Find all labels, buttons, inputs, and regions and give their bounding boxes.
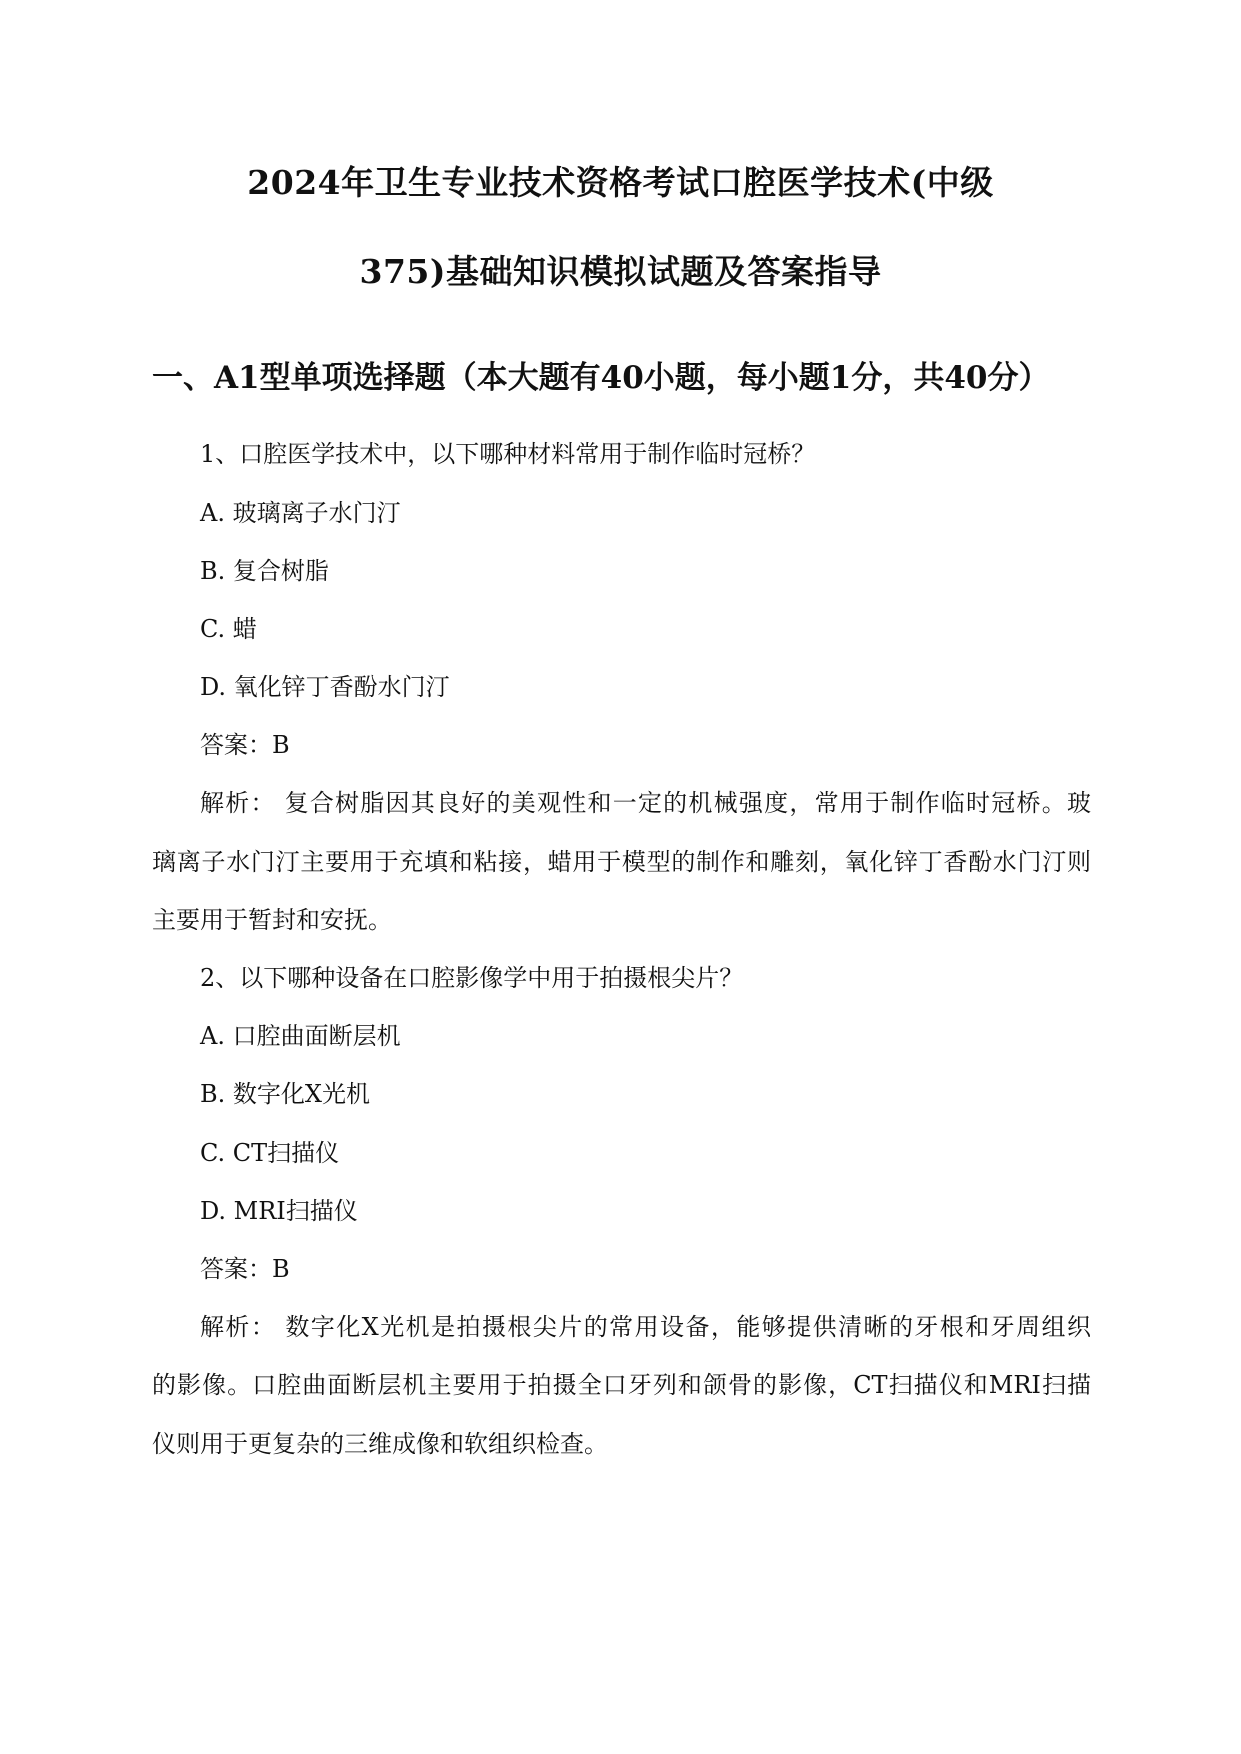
question-2-stem: 2、以下哪种设备在口腔影像学中用于拍摄根尖片？ xyxy=(200,964,744,992)
question-2-option-a: A. 口腔曲面断层机 xyxy=(200,1022,401,1050)
question-1-analysis-line-2: 璃离子水门汀主要用于充填和粘接，蜡用于模型的制作和雕刻，氧化锌丁香酚水门汀则 xyxy=(152,848,1091,876)
section-heading: 一、A1型单项选择题（本大题有40小题，每小题1分，共40分） xyxy=(152,360,1050,396)
question-2-analysis-line-2: 的影像。口腔曲面断层机主要用于拍摄全口牙列和颌骨的影像，CT扫描仪和MRI扫描 xyxy=(152,1371,1091,1399)
question-2-analysis-line-3: 仪则用于更复杂的三维成像和软组织检查。 xyxy=(152,1430,608,1458)
question-1-answer: 答案：B xyxy=(200,731,290,759)
question-1-analysis-line-1: 解析： 复合树脂因其良好的美观性和一定的机械强度，常用于制作临时冠桥。玻 xyxy=(200,789,1091,817)
question-1-option-c: C. 蜡 xyxy=(200,615,257,643)
question-2-option-c: C. CT扫描仪 xyxy=(200,1139,340,1167)
question-1-option-d: D. 氧化锌丁香酚水门汀 xyxy=(200,673,450,701)
question-1-analysis-line-3: 主要用于暂封和安抚。 xyxy=(152,906,392,934)
question-2-option-b: B. 数字化X光机 xyxy=(200,1080,370,1108)
question-1-option-b: B. 复合树脂 xyxy=(200,557,329,585)
question-2-answer: 答案：B xyxy=(200,1255,290,1283)
document-title-line-1: 2024年卫生专业技术资格考试口腔医学技术(中级 xyxy=(247,163,994,202)
question-2-analysis-line-1: 解析： 数字化X光机是拍摄根尖片的常用设备，能够提供清晰的牙根和牙周组织 xyxy=(200,1313,1091,1341)
question-1-option-a: A. 玻璃离子水门汀 xyxy=(200,499,401,527)
document-title-line-2: 375)基础知识模拟试题及答案指导 xyxy=(359,252,882,291)
question-2-option-d: D. MRI扫描仪 xyxy=(200,1197,358,1225)
question-1-stem: 1、口腔医学技术中，以下哪种材料常用于制作临时冠桥？ xyxy=(200,440,816,468)
